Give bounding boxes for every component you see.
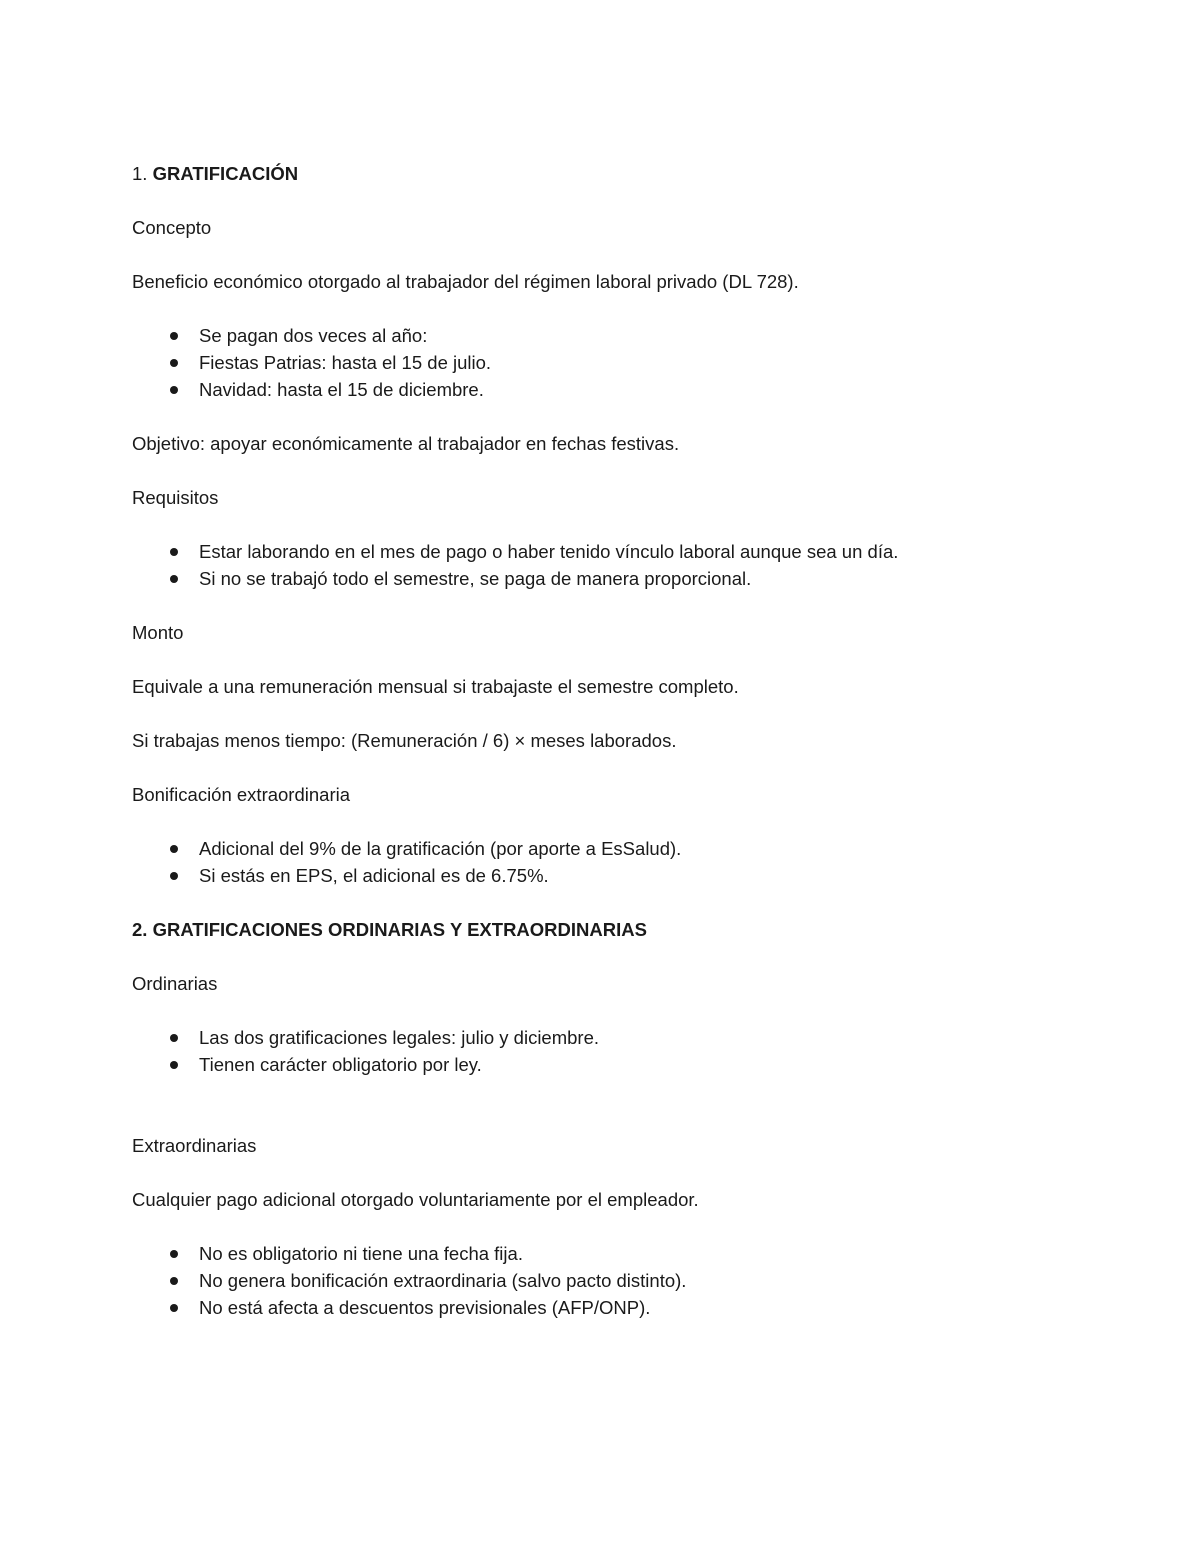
list-item: Las dos gratificaciones legales: julio y diciembre.	[132, 1024, 952, 1051]
list-item: No es obligatorio ni tiene una fecha fija.	[132, 1240, 952, 1267]
bullet-icon	[170, 359, 178, 367]
bullet-icon	[170, 332, 178, 340]
list-item: Si no se trabajó todo el semestre, se paga de manera proporcional.	[132, 565, 952, 592]
document-page	[132, 160, 952, 1348]
list-item: Fiestas Patrias: hasta el 15 de julio.	[132, 349, 952, 376]
concepto-label: Concepto	[132, 217, 212, 238]
list-item: Estar laborando en el mes de pago o haber tenido vínculo laboral aunque sea un día.	[132, 538, 952, 565]
bullet-icon	[170, 575, 178, 583]
ordinarias-list	[132, 1024, 952, 1078]
list-item: Se pagan dos veces al año:	[132, 322, 952, 349]
ordinarias-label: Ordinarias	[132, 973, 218, 994]
pagos-list	[132, 322, 952, 403]
section-1-title: GRATIFICACIÓN	[152, 163, 299, 184]
section-1-number: 1.	[132, 163, 148, 184]
bullet-icon	[170, 845, 178, 853]
bullet-icon	[170, 386, 178, 394]
bonificacion-list	[132, 835, 952, 889]
bonificacion-label: Bonificación extraordinaria	[132, 784, 351, 805]
requisitos-list	[132, 538, 952, 592]
section-2-title: 2. GRATIFICACIONES ORDINARIAS Y EXTRAORDINARIAS	[132, 919, 647, 940]
list-item: Navidad: hasta el 15 de diciembre.	[132, 376, 952, 403]
extraordinarias-list	[132, 1240, 952, 1321]
bullet-icon	[170, 1304, 178, 1312]
bullet-icon	[170, 1277, 178, 1285]
bullet-icon	[170, 1034, 178, 1042]
concepto-text: Beneficio económico otorgado al trabajador del régimen laboral privado (DL 728).	[132, 271, 799, 292]
objetivo-text: Objetivo: apoyar económicamente al trabajador en fechas festivas.	[132, 433, 680, 454]
monto-text-1: Equivale a una remuneración mensual si trabajaste el semestre completo.	[132, 676, 739, 697]
section-2-heading	[132, 916, 952, 943]
list-item: Tienen carácter obligatorio por ley.	[132, 1051, 952, 1078]
section-1-heading	[132, 160, 952, 187]
extraordinarias-text: Cualquier pago adicional otorgado voluntariamente por el empleador.	[132, 1189, 699, 1210]
requisitos-label: Requisitos	[132, 487, 219, 508]
extraordinarias-label: Extraordinarias	[132, 1135, 257, 1156]
bullet-icon	[170, 1250, 178, 1258]
bullet-icon	[170, 548, 178, 556]
bullet-icon	[170, 1061, 178, 1069]
list-item: Adicional del 9% de la gratificación (por aporte a EsSalud).	[132, 835, 952, 862]
spacer	[132, 1105, 952, 1132]
list-item: Si estás en EPS, el adicional es de 6.75%.	[132, 862, 952, 889]
monto-label: Monto	[132, 622, 184, 643]
list-item: No genera bonificación extraordinaria (salvo pacto distinto).	[132, 1267, 952, 1294]
bullet-icon	[170, 872, 178, 880]
list-item: No está afecta a descuentos previsionales (AFP/ONP).	[132, 1294, 952, 1321]
monto-text-2: Si trabajas menos tiempo: (Remuneración / 6) × meses laborados.	[132, 730, 677, 751]
